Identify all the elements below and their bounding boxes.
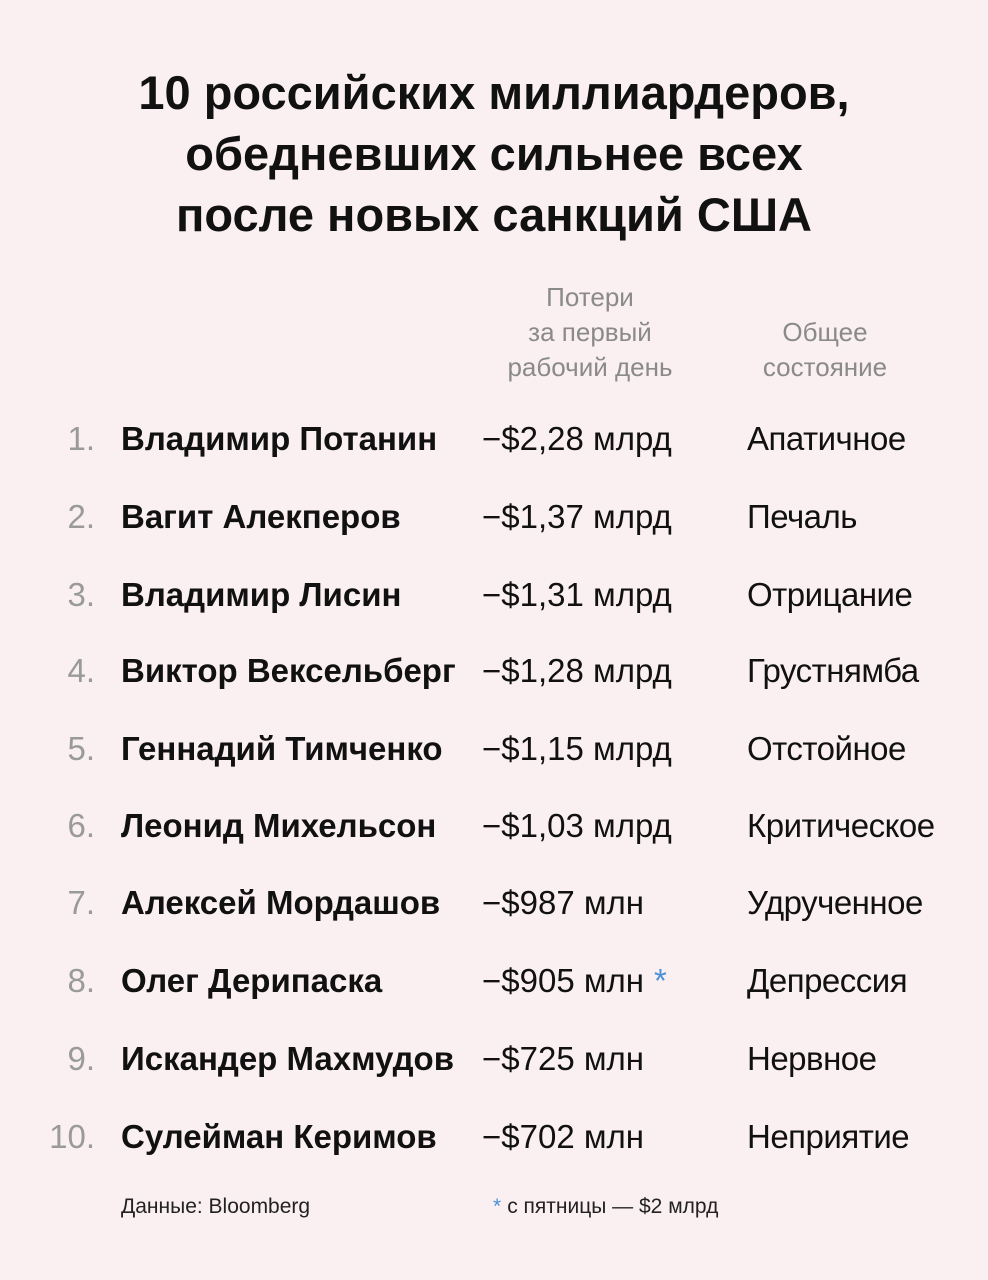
state-value: Отрицание [747,576,913,613]
rank-number: 2. [67,498,95,535]
page-title [0,62,988,245]
rank-number: 9. [67,1040,95,1077]
table-row [0,1034,988,1084]
state-value: Удрученное [747,884,923,921]
data-source: Данные: Bloomberg [121,1195,311,1218]
footnote-text: с пятницы — $2 млрд [507,1195,719,1218]
billionaire-name: Сулейман Керимов [121,1118,437,1155]
rank-number: 10. [49,1118,95,1155]
state-value: Нервное [747,1040,877,1077]
billionaire-name: Искандер Махмудов [121,1040,454,1077]
rank-number: 7. [67,884,95,921]
rank-number: 1. [67,420,95,457]
state-value: Депрессия [747,962,908,999]
loss-value: −$725 млн [482,1040,645,1077]
billionaire-name: Владимир Потанин [121,420,438,457]
billionaire-name: Геннадий Тимченко [121,730,443,767]
rank-number: 3. [67,576,95,613]
table-row [0,492,988,542]
column-header-state-line: Общее [782,317,868,347]
column-header-state [715,315,935,385]
column-header-loss-line: за первый [528,317,652,347]
table-row [0,801,988,851]
state-value: Неприятие [747,1118,910,1155]
column-header-loss [470,280,710,385]
billionaire-name: Алексей Мордашов [121,884,441,921]
rank-number: 8. [67,962,95,999]
table-row [0,646,988,696]
footnote [493,1193,718,1221]
loss-value-with-footnote [482,956,667,1006]
column-header-state-line: состояние [762,352,888,382]
table-row [0,956,988,1006]
state-value: Отстойное [747,730,906,767]
loss-value: −$987 млн [482,884,645,921]
loss-value: −$1,28 млрд [482,652,672,689]
loss-value: −$2,28 млрд [482,420,672,457]
table-row [0,414,988,464]
footnote-asterisk-icon: * [493,1195,502,1218]
table-row [0,1112,988,1162]
loss-value: −$1,31 млрд [482,576,672,613]
loss-value: −$1,03 млрд [482,807,672,844]
rank-number: 5. [67,730,95,767]
state-value: Апатичное [747,420,906,457]
state-value: Печаль [747,498,857,535]
state-value: Грустнямба [747,652,919,689]
table-row [0,724,988,774]
billionaire-name: Владимир Лисин [121,576,402,613]
title-line-2: обедневших сильнее всех [185,127,803,180]
table-row [0,878,988,928]
title-line-3: после новых санкций США [176,188,812,241]
billionaire-name: Леонид Михельсон [121,807,437,844]
title-line-1: 10 российских миллиардеров, [138,66,850,119]
rank-number: 6. [67,807,95,844]
column-header-loss-line: Потери [546,282,634,312]
state-value: Критическое [747,807,935,844]
billionaire-name: Олег Дерипаска [121,962,383,999]
rank-number: 4. [67,652,95,689]
loss-value: −$702 млн [482,1118,645,1155]
billionaire-name: Виктор Вексельберг [121,652,456,689]
loss-value: −$1,15 млрд [482,730,672,767]
table-row [0,570,988,620]
billionaire-name: Вагит Алекперов [121,498,401,535]
footnote-asterisk-icon: * [654,962,667,999]
loss-value: −$1,37 млрд [482,498,672,535]
column-header-loss-line: рабочий день [507,352,673,382]
loss-value: −$905 млн [482,962,645,999]
